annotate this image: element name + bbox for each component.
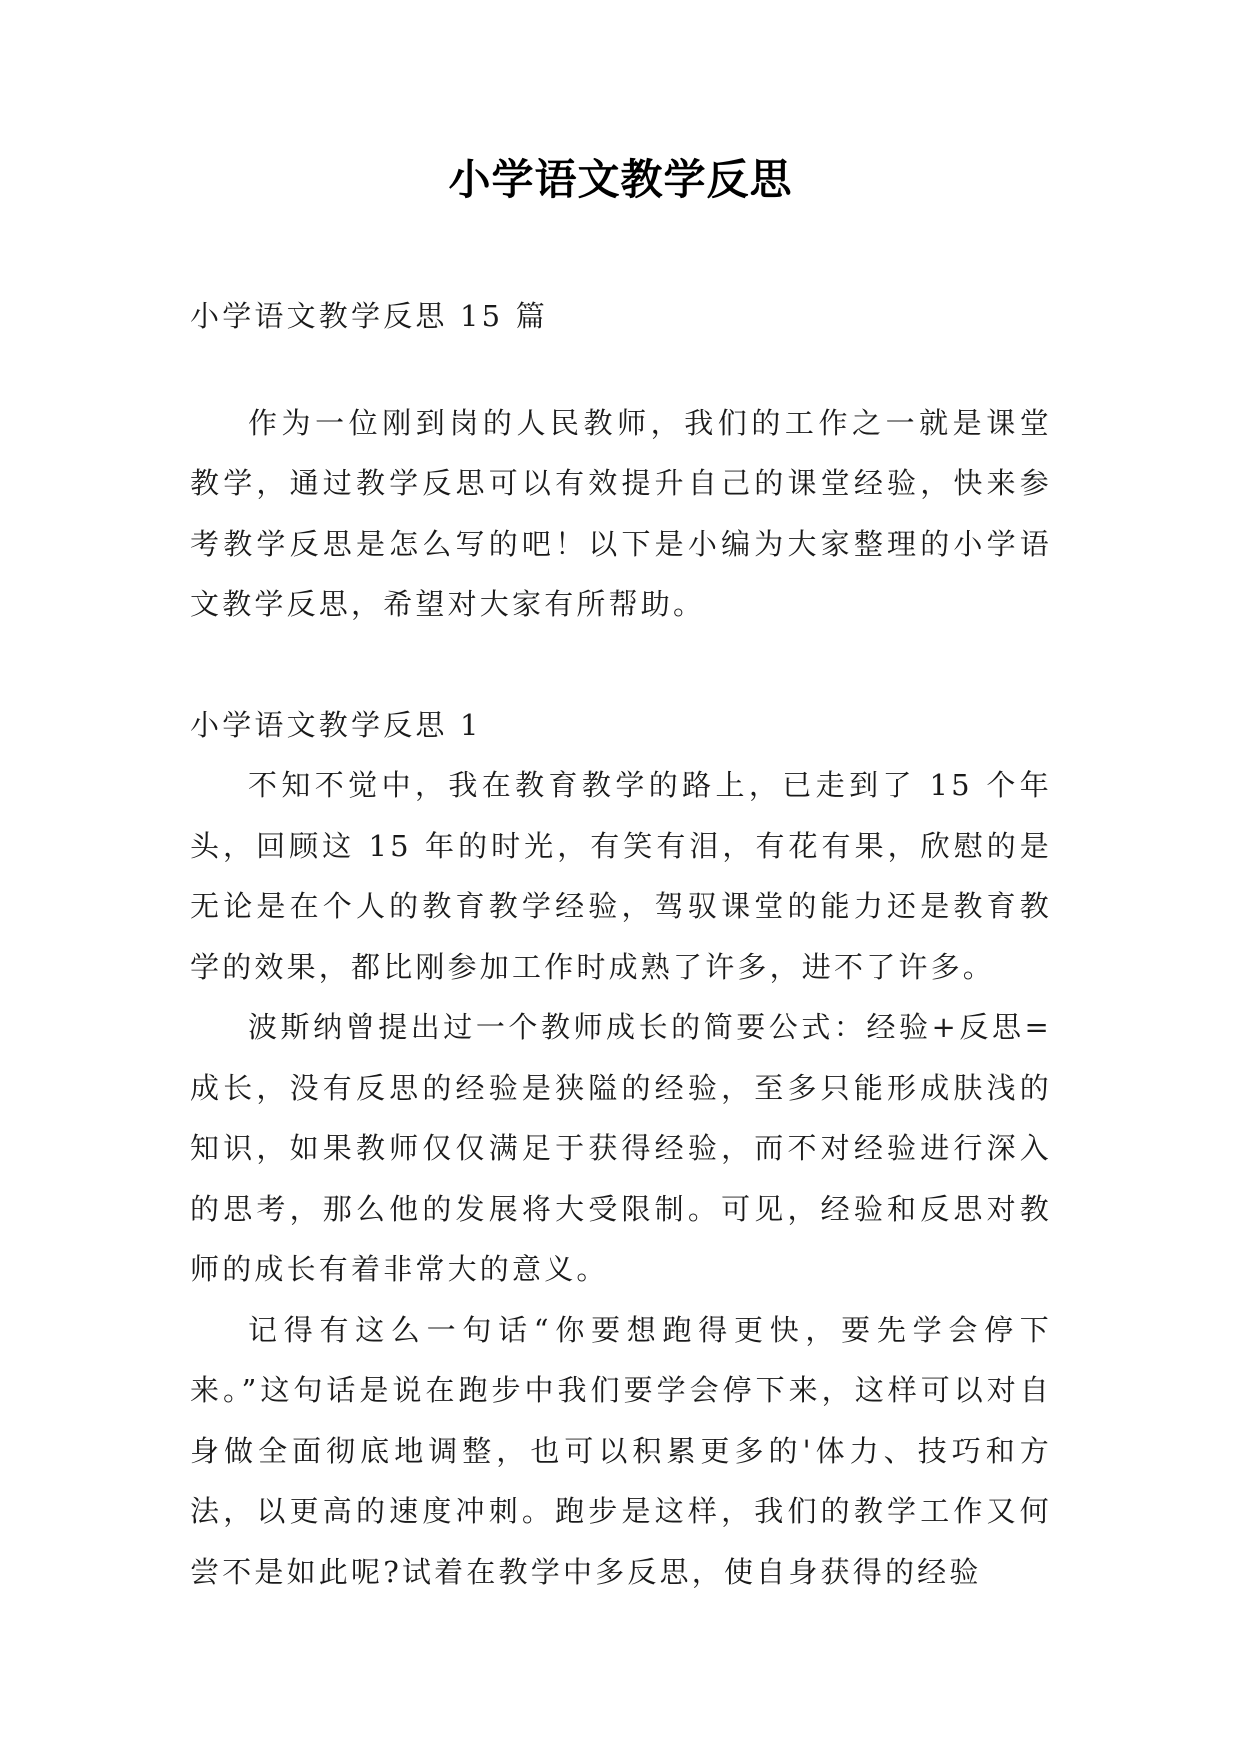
document-subtitle: 小学语文教学反思 15 篇 xyxy=(190,299,548,333)
document-title: 小学语文教学反思 xyxy=(448,155,793,204)
body-paragraph: 波斯纳曾提出过一个教师成长的简要公式：经验+反思=成长，没有反思的经验是狭隘的经验，至多只能形成肤浅的知识，如果教师仅仅满足于获得经验，而不对经验进行深入的思考，那么他的发展将大受限制。可见，经验和反思对教师的成长有着非常大的意义。 xyxy=(190,1010,1052,1286)
body-paragraph: 记得有这么一句话“你要想跑得更快，要先学会停下来。”这句话是说在跑步中我们要学会停下来，这样可以对自身做全面彻底地调整，也可以积累更多的'体力、技巧和方法，以更高的速度冲刺。跑步是这样，我们的教学工作又何尝不是如此呢?试着在教学中多反思，使自身获得的经验 xyxy=(190,1312,1052,1589)
document-body xyxy=(190,286,1052,1602)
section-heading: 小学语文教学反思 1 xyxy=(190,707,482,742)
body-paragraph: 不知不觉中，我在教育教学的路上，已走到了 15 个年头，回顾这 15 年的时光，有笑有泪，有花有果，欣慰的是无论是在个人的教育教学经验，驾驭课堂的能力还是教育教学的效果，都比刚参加工作时成熟了许多，进不了许多。 xyxy=(190,768,1052,984)
intro-paragraph: 作为一位刚到岗的人民教师，我们的工作之一就是课堂教学，通过教学反思可以有效提升自己的课堂经验，快来参考教学反思是怎么写的吧！以下是小编为大家整理的小学语文教学反思，希望对大家有所帮助。 xyxy=(190,405,1052,621)
